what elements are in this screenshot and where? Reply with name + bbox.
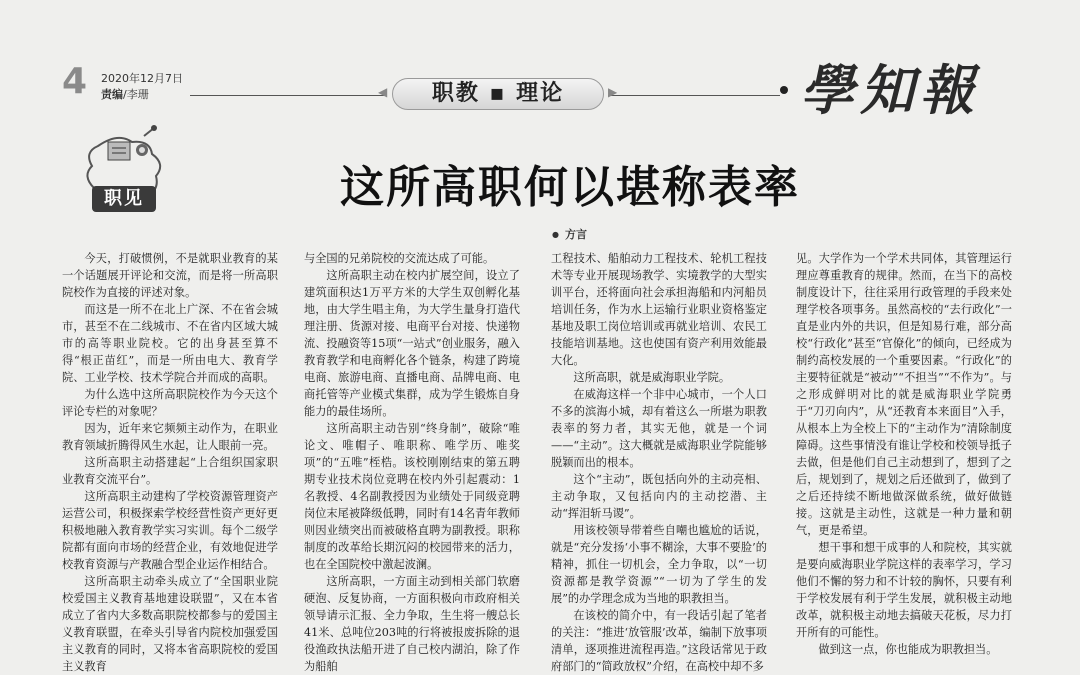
- header-rule-right: [608, 95, 780, 96]
- article-column-4: [796, 250, 1012, 658]
- article-column-1: [62, 250, 278, 675]
- article-paragraph: 这所高职，一方面主动到相关部门软磨硬泡、反复协商，一方面积极向市政府相关领导请示汇报、全力争取，生生将一艘总长41米、总吨位203吨的行将被报废拆除的退役渔政执法船开进了自己校内湖泊，除了作为船舶: [304, 575, 520, 673]
- pill-right-arrow-icon: ▶: [608, 85, 618, 99]
- article-paragraph: 见。大学作为一个学术共同体，其管理运行理应尊重教育的规律。然而，在当下的高校制度设计下，往往采用行政管理的手段来处理学校各项事务。虽然高校的“去行政化”一直是业内外的共识，但是知易行难，部分高校“行政化”甚至“官僚化”的倾向，已经成为制约高校发展的一个重要因素。“行政化”的主要特征就是“被动”“不担当”“不作为”。与之形成鲜明对比的就是威海职业学院勇于“刀刃向内”，从“还教育本来面目”入手，从根本上为全校上下的“主动作为”清除制度障碍。这些事情没有谁让学校和校领导抵子去做，但是他们自己主动想到了，想到了之后，规划到了，规划之后还做到了，做到了之后还持续不断地做深做系统，做好做链接。这就是主动性，这就是一种力量和朝气，更是希望。: [796, 252, 1012, 537]
- article-paragraph: 因为，近年来它频频主动作为，在职业教育领域折腾得风生水起，让人眼前一亮。: [62, 422, 278, 452]
- header-rule-left: [190, 95, 386, 96]
- editor-name: /李珊: [123, 88, 149, 101]
- editor-label: 责编: [101, 88, 123, 101]
- article-paragraph: 工程技术、船舶动力工程技术、轮机工程技术等专业开展现场教学、实境教学的大型实训平台，还将面向社会承担海船和内河船员培训任务，作为水上运输行业职业资格鉴定基地及职工岗位培训或再就业培训、农民工技能培训基地。这也使国有资产利用效能最大化。: [551, 252, 767, 367]
- article-paragraph: 这所高职主动搭建起“上合组织国家职业教育交流平台”。: [62, 456, 278, 486]
- issue-date: 2020年12月7日: [101, 72, 183, 85]
- article-title: 这所高职何以堪称表率: [340, 162, 800, 213]
- article-paragraph: 这所高职，就是威海职业学院。: [573, 371, 731, 384]
- article-paragraph: 今天，打破惯例，不是就职业教育的某一个话题展开评论和交流，而是将一所高职院校作为直接的评述对象。: [62, 252, 278, 299]
- article-paragraph: 在该校的简介中，有一段话引起了笔者的关注：“推进‘放管服’改革，编制下放事项清单，逐项推进流程再造。”这段话常见于政府部门的“简政放权”介绍，在高校中却不多: [551, 609, 767, 673]
- article-paragraph: 这所高职主动建构了学校资源管理资产运营公司，积极探索学校经营性资产更好更积极地融入教育教学实习实训。每个二级学院都有面向市场的经营企业，有效地促进学校教育资源与产教融合型企业运作相结合。: [62, 490, 278, 571]
- section-title: 职教 ▪ 理论: [392, 78, 604, 110]
- article-paragraph: 这所高职主动在校内扩展空间，设立了建筑面积达1万平方米的大学生双创孵化基地，由大学生唱主角，为大学生量身打造代理注册、货源对接、电商平台对接、快递物流、投融资等15项“一站式”创业服务，融入教育教学和电商孵化各个链条，构建了跨境电商、旅游电商、直播电商、品牌电商、电商托管等产业模式集群，成为学生锻炼自身能力的最佳场所。: [304, 269, 520, 418]
- article-column-2: [304, 250, 520, 675]
- article-column-3: [551, 250, 767, 675]
- column-logo-label: 职见: [92, 186, 156, 212]
- article-paragraph: 这所高职主动牵头成立了“全国职业院校爱国主义教育基地建设联盟”，又在本省成立了省内大多数高职院校都参与的爱国主义教育联盟，在牵头引导省内院校加强爱国主义教育的同时，又将本省高职院校的爱国主义教育: [62, 575, 278, 673]
- masthead-dot: [780, 86, 788, 94]
- article-paragraph: 这所高职主动告别“终身制”，破除“唯论文、唯帽子、唯职称、唯学历、唯奖项”的“五唯”桎梏。该校刚刚结束的第五聘期专业技术岗位竞聘在校内外引起震动：1名教授、4名副教授因为业绩处于同级竞聘岗位末尾被降级低聘，同时有14名青年教师则因业绩突出而被破格直聘为副教授。职称制度的改革给长期沉闷的校园带来的活力，也在全国院校中激起波澜。: [304, 422, 520, 571]
- article-paragraph: 做到这一点，你也能成为职教担当。: [818, 643, 998, 656]
- pill-left-arrow-icon: ◀: [378, 85, 388, 99]
- article-author: ● 方言: [552, 226, 587, 242]
- article-paragraph: 为什么选中这所高职院校作为今天这个评论专栏的对象呢？: [62, 388, 278, 418]
- masthead-logo: 學知報: [800, 58, 980, 122]
- article-paragraph: 想干事和想干成事的人和院校，其实就是要向威海职业学院这样的表率学习，学习他们不懈的努力和不计较的胸怀，只要有利于学校发展有利于学生发展，就积极主动地改革，就积极主动地去搞破天花板，尽力打开所有的可能性。: [796, 541, 1012, 639]
- article-paragraph: 而这是一所不在北上广深、不在省会城市，甚至不在二线城市、不在省内区域大城市的高等职业院校。它的出身甚至算不得“根正苗红”，而是一所由电大、教育学院、工业学校、技术学院合并而成的高职。: [62, 303, 278, 384]
- article-paragraph: 在威海这样一个非中心城市，一个人口不多的滨海小城，却有着这么一所堪为职教表率的努力者，其实无他，就是一个词——“主动”。这大概就是威海职业学院能够脱颖而出的根本。: [551, 388, 767, 469]
- page-number: 4: [62, 61, 88, 102]
- editor-credit: [101, 86, 149, 102]
- article-paragraph: 这个“主动”，既包括向外的主动亮相、主动争取，又包括向内的主动挖潜、主动“挥泪斩马谡”。: [551, 473, 767, 520]
- article-paragraph: 用该校领导带着些自嘲也尴尬的话说，就是“充分发扬‘小事不糊涂，大事不要脸’的精神，抓住一切机会，全力争取，以“一切资源都是教学资源”“一切为了学生的发展”的办学理念成为当地的职教担当。: [551, 524, 767, 605]
- article-paragraph: 与全国的兄弟院校的交流达成了可能。: [304, 252, 495, 265]
